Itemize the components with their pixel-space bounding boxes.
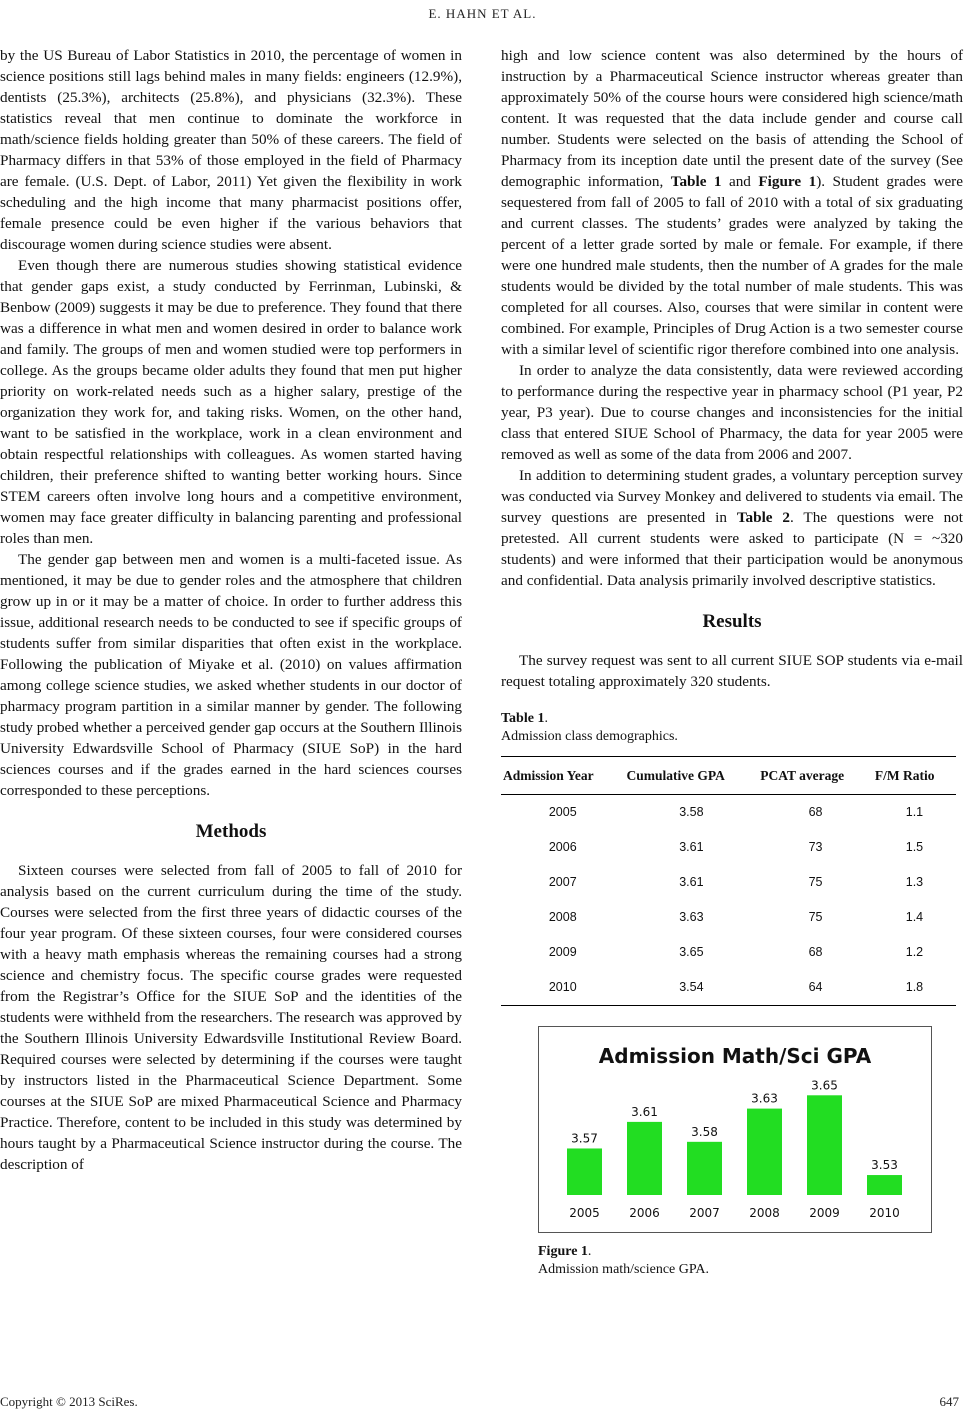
bar-2007 xyxy=(687,1142,722,1195)
table-row xyxy=(501,795,956,831)
table-cell: 75 xyxy=(808,875,823,889)
bar-2008 xyxy=(747,1109,782,1195)
figure-1-chart xyxy=(538,1026,932,1233)
bar-2005 xyxy=(567,1148,602,1195)
table-cell: 1.3 xyxy=(905,875,924,889)
table-cell: 3.63 xyxy=(679,910,704,924)
table-header-row xyxy=(501,757,956,795)
table-cell: 2005 xyxy=(548,805,577,819)
data-label-2005: 3.57 xyxy=(571,1131,598,1146)
x-tick-label-2010: 2010 xyxy=(869,1206,900,1220)
table-row xyxy=(501,935,956,970)
demographics-table xyxy=(501,756,956,1006)
data-label-2009: 3.65 xyxy=(811,1078,838,1093)
data-label-2010: 3.53 xyxy=(871,1158,898,1173)
table-cell: 1.5 xyxy=(905,840,924,854)
data-label-2006: 3.61 xyxy=(631,1104,658,1119)
table-cell: 1.2 xyxy=(905,945,924,959)
x-tick-label-2007: 2007 xyxy=(689,1206,720,1220)
methods-heading: Methods xyxy=(195,821,267,842)
table-row xyxy=(501,900,956,935)
table-cell: 3.58 xyxy=(679,805,704,819)
text-span: high and low science content was also determined by the hours of instruction by a Pharmaceutical Science instructor whereas greater than approximately 50% of the course hours were considered high science/math content. It was requested that the data include gender and course call number. Students were selected on the basis of attending the School of Pharmacy from its inception date until the present date of the survey (See demographic information, xyxy=(501,47,963,190)
bar-2010 xyxy=(867,1175,902,1195)
results-heading: Results xyxy=(702,611,762,632)
bar-2006 xyxy=(627,1122,662,1195)
table-cell: 2006 xyxy=(548,840,577,854)
figure-1-link[interactable]: Figure 1 xyxy=(758,173,817,190)
bar-2009 xyxy=(807,1095,842,1195)
right-column xyxy=(501,45,963,1279)
figure-caption-text: Admission math/science GPA. xyxy=(538,1262,709,1277)
text-span: . The questions were not pretested. All current students were asked to participate (N = ~320 students) and were informed that their participation would be anonymous and confidential. Data analysis primarily involved descriptive statistics. xyxy=(501,509,963,589)
table-cell: 68 xyxy=(808,945,823,959)
table-caption-text: Admission class demographics. xyxy=(501,729,678,744)
table-row xyxy=(501,865,956,900)
data-label-2007: 3.58 xyxy=(691,1124,718,1139)
table-cell: 3.54 xyxy=(625,970,759,1006)
table-cell: 73 xyxy=(808,840,823,854)
table-header-cell: F/M Ratio xyxy=(873,757,956,795)
table-row xyxy=(501,970,956,1006)
table-cell: 75 xyxy=(808,910,823,924)
paragraph xyxy=(501,45,963,360)
table-cell: 1.4 xyxy=(905,910,924,924)
table-cell: 1.1 xyxy=(905,805,924,819)
text-span: In addition to determining student grades, a voluntary perception survey was conducted via Survey Monkey and delivered to students via email. The survey questions are presented in xyxy=(501,467,963,526)
copyright-footer: Copyright © 2013 SciRes. xyxy=(0,1394,138,1409)
chart-title: Admission Math/Sci GPA xyxy=(598,1044,872,1068)
table-1-link[interactable]: Table 1 xyxy=(670,173,722,190)
figure-label-suffix: . xyxy=(587,1244,592,1259)
table-label-text: Table 1 xyxy=(501,711,545,726)
table-cell: 2008 xyxy=(548,910,577,924)
table-label-suffix: . xyxy=(544,711,548,726)
paragraph: by the US Bureau of Labor Statistics in 2010, the percentage of women in science positions still lags behind males in many fields: engineers (12.9%), dentists (25.3%), architects (25.8%), and physicians (32.3%). These statistics reveal that men continue to dominate the workforce in math/science fields holding greater than 50% of these careers. The field of Pharmacy differs in that 53% of those employed in the field of Pharmacy are female. (U.S. Dept. of Labor, 2011) Yet given the flexibility in work scheduling and the high income that many pharmacist positions offer, female presence could be even higher if the various behaviors that discourage women during science studies were absent. xyxy=(0,47,462,253)
table-cell: 68 xyxy=(808,805,823,819)
paragraph: Sixteen courses were selected from fall of 2005 to fall of 2010 for analysis based on the current curriculum during the time of the study. Courses were selected from the first three years of didactic courses of the four year program. Of these sixteen courses, four were considered courses with a heavy math emphasis whereas the remaining courses had a strong science and chemistry focus. The specific course grades were requested from the Registrar’s Office for the SIUE SoP and the identities of the students were withheld from the researchers. The research was approved by the Southern Illinois University Edwardsville Institutional Review Board. Required courses were selected by determining if the courses were taught by instructors listed in the Pharmaceutical Science Department. Some courses at the SIUE SoP are mixed Pharmaceutical Science and Pharmacy Practice. Therefore, content to be included in this study was determined by hours taught by a Pharmaceutical Science instructor during the course. The description of xyxy=(0,862,462,1173)
x-tick-label-2006: 2006 xyxy=(629,1206,660,1220)
figure-caption xyxy=(538,1243,963,1279)
gpa-bar-chart xyxy=(539,1027,931,1232)
running-head: E. HAHN ET AL. xyxy=(428,6,537,21)
table-cell: 3.65 xyxy=(679,945,704,959)
table-header-cell: Cumulative GPA xyxy=(625,757,759,795)
table-caption xyxy=(501,710,963,746)
paragraph: Even though there are numerous studies showing statistical evidence that gender gaps exist, a study conducted by Ferrinman, Lubinski, & Benbow (2009) suggests it may be due to preference. They found that there was a difference in what men and women desired in order to balance work and family. The groups of men and women studied were top performers in college. As the groups became older adults they found that men put higher priority on work-related needs such as a higher salary, prestige of the organization they work for, and taking risks. Women, on the other hand, want to be satisfied in the workplace, work in a clean environment and obtain respectful relationships with colleagues. As women started having children, their preference shifted to wanting better working hours. Since STEM careers often involve long hours and a competitive environment, women may face greater difficulty in balancing parenting and professional roles than men. xyxy=(0,257,462,547)
figure-label-text: Figure 1 xyxy=(538,1244,588,1259)
page-number: 647 xyxy=(939,1394,959,1409)
paragraph xyxy=(501,465,963,591)
table-2-link[interactable]: Table 2 xyxy=(736,509,791,526)
x-tick-label-2009: 2009 xyxy=(809,1206,840,1220)
x-tick-label-2005: 2005 xyxy=(569,1206,600,1220)
table-cell: 1.8 xyxy=(873,970,956,1006)
table-cell: 2009 xyxy=(548,945,577,959)
table-label xyxy=(501,710,963,728)
x-tick-label-2008: 2008 xyxy=(749,1206,780,1220)
paragraph: The survey request was sent to all current SIUE SOP students via e-mail request totaling approximately 320 students. xyxy=(501,652,963,690)
table-row xyxy=(501,830,956,865)
table-cell: 3.61 xyxy=(679,840,704,854)
table-cell: 2007 xyxy=(548,875,577,889)
table-cell: 64 xyxy=(758,970,873,1006)
figure-label xyxy=(538,1243,963,1261)
table-header-cell: PCAT average xyxy=(758,757,873,795)
paragraph: The gender gap between men and women is a multi-faceted issue. As mentioned, it may be due to gender roles and the atmosphere that children grow up in or it may be a matter of choice. In order to further address this issue, additional research needs to be conducted to see if specific groups of students suffer from similar disparities that often exist in the workplace. Following the publication of Miyake et al. (2010) on values affirmation among college science studies, we asked whether students in our doctor of pharmacy program partition in a similar manner by gender. The following study probed whether a perceived gender gap occurs at the Southern Illinois University Edwardsville School of Pharmacy (SIUE SoP) in the hard sciences courses and if the grades earned in the hard sciences courses corresponded to these perceptions. xyxy=(0,551,462,799)
data-label-2008: 3.63 xyxy=(751,1091,778,1106)
text-span: and xyxy=(721,173,759,190)
text-span: ). Student grades were sequestered from fall of 2005 to fall of 2010 with a total of six graduating and current classes. The students’ grades were analyzed by taking the percent of a letter grade sorted by male or female. For example, if there were one hundred male students, then the number of A grades for the male students would be divided by the total number of male students. This was completed for all courses. Also, courses that were similar in content were combined. For example, Principles of Drug Action is a two semester course with a similar level of scientific rigor therefore combined into one analysis. xyxy=(501,173,963,358)
table-cell: 2010 xyxy=(501,970,625,1006)
table-header-cell: Admission Year xyxy=(501,757,625,795)
paragraph: In order to analyze the data consistently, data were reviewed according to performance during the respective year in pharmacy school (P1 year, P2 year, P3 year). Due to course changes and inconsistencies for the initial class that entered SIUE School of Pharmacy, the data for year 2005 were removed as well as some of the data from 2006 and 2007. xyxy=(501,362,963,463)
table-cell: 3.61 xyxy=(679,875,704,889)
left-column xyxy=(0,45,462,1175)
